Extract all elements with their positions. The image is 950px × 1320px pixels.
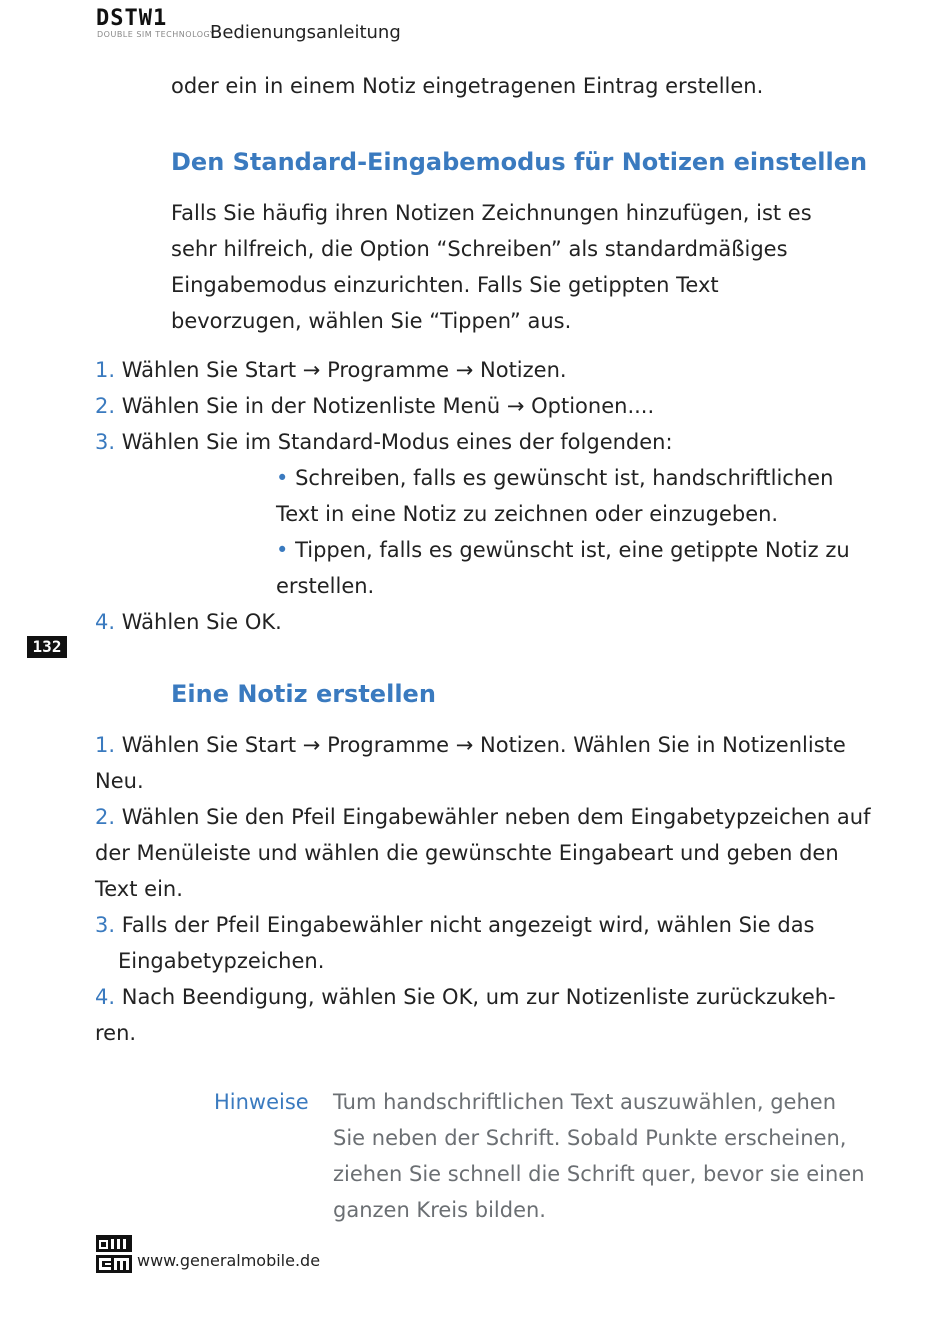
step-number: 1. [95,358,116,382]
step-text: Falls der Pfeil Eingabewähler nicht angezeigt wird, wählen Sie das [121,913,815,937]
list-item [95,352,673,388]
step-number: 3. [95,913,116,937]
step-continuation: der Menüleiste und wählen die gewünschte Eingabeart und geben den [95,841,839,865]
logo-subtitle: DOUBLE SIM TECHNOLOGY [97,30,216,39]
dstw1-logo: DSTW1 [96,6,168,31]
paragraph-line: sehr hilfreich, die Option “Schreiben” als standardmäßiges [171,237,788,261]
bullet-text: Tippen, falls es gewünscht ist, eine getippte Notiz zu [295,538,850,562]
general-mobile-logo-icon [96,1235,132,1273]
section1-paragraph [171,195,812,339]
section1-steps [95,352,673,460]
step-continuation: Neu. [95,769,144,793]
step-text: Wählen Sie Start → Programme → Notizen. Wählen Sie in Notizenliste [121,733,846,757]
header-title: Bedienungsanleitung [210,22,401,43]
step-text: Wählen Sie in der Notizenliste Menü → Optionen.... [121,394,655,418]
step-text: Wählen Sie OK. [121,610,282,634]
list-item [95,388,673,424]
section2-steps [95,727,875,1051]
list-item [95,604,282,640]
note-line: ganzen Kreis bilden. [333,1198,546,1222]
note-text [333,1084,865,1228]
note-line: Tum handschriftlichen Text auszuwählen, gehen [333,1090,837,1114]
step-number: 4. [95,610,116,634]
paragraph-line: bevorzugen, wählen Sie “Tippen” aus. [171,309,572,333]
list-item [95,907,875,943]
bullet-item [276,532,850,568]
list-item [95,727,875,763]
bullet-text: Schreiben, falls es gewünscht ist, handschriftlichen [295,466,834,490]
step-continuation: Eingabetypzeichen. [118,949,325,973]
page-number: 132 [27,636,67,658]
bullet-dot: • [276,538,289,562]
step-continuation: Text ein. [95,877,183,901]
step-continuation: ren. [95,1021,137,1045]
step-number: 3. [95,430,116,454]
step-text: Wählen Sie den Pfeil Eingabewähler neben dem Eingabetypzeichen auf [121,805,871,829]
step-number: 2. [95,394,116,418]
note-label: Hinweise [214,1090,309,1114]
step-text: Wählen Sie im Standard-Modus eines der folgenden: [121,430,673,454]
options-bullets [276,460,850,604]
note-line: Sie neben der Schrift. Sobald Punkte erscheinen, [333,1126,847,1150]
bullet-continuation: erstellen. [276,574,375,598]
bullet-continuation: Text in eine Notiz zu zeichnen oder einzugeben. [276,502,779,526]
step-text: Wählen Sie Start → Programme → Notizen. [121,358,567,382]
note-line: ziehen Sie schnell die Schrift quer, bevor sie einen [333,1162,865,1186]
step-number: 4. [95,985,116,1009]
footer-url[interactable]: www.generalmobile.de [137,1251,321,1270]
bullet-dot: • [276,466,289,490]
paragraph-line: Eingabemodus einzurichten. Falls Sie getippten Text [171,273,719,297]
section2-heading: Eine Notiz erstellen [171,680,436,708]
paragraph-line: Falls Sie häufig ihren Notizen Zeichnungen hinzufügen, ist es [171,201,812,225]
intro-line: oder ein in einem Notiz eingetragenen Eintrag erstellen. [171,74,764,98]
list-item [95,979,875,1015]
step-number: 1. [95,733,116,757]
section1-heading: Den Standard-Eingabemodus für Notizen einstellen [171,148,868,176]
bullet-item [276,460,850,496]
list-item [95,799,875,835]
list-item [95,424,673,460]
step-number: 2. [95,805,116,829]
step-text: Nach Beendigung, wählen Sie OK, um zur Notizenliste zurückzukeh- [121,985,836,1009]
